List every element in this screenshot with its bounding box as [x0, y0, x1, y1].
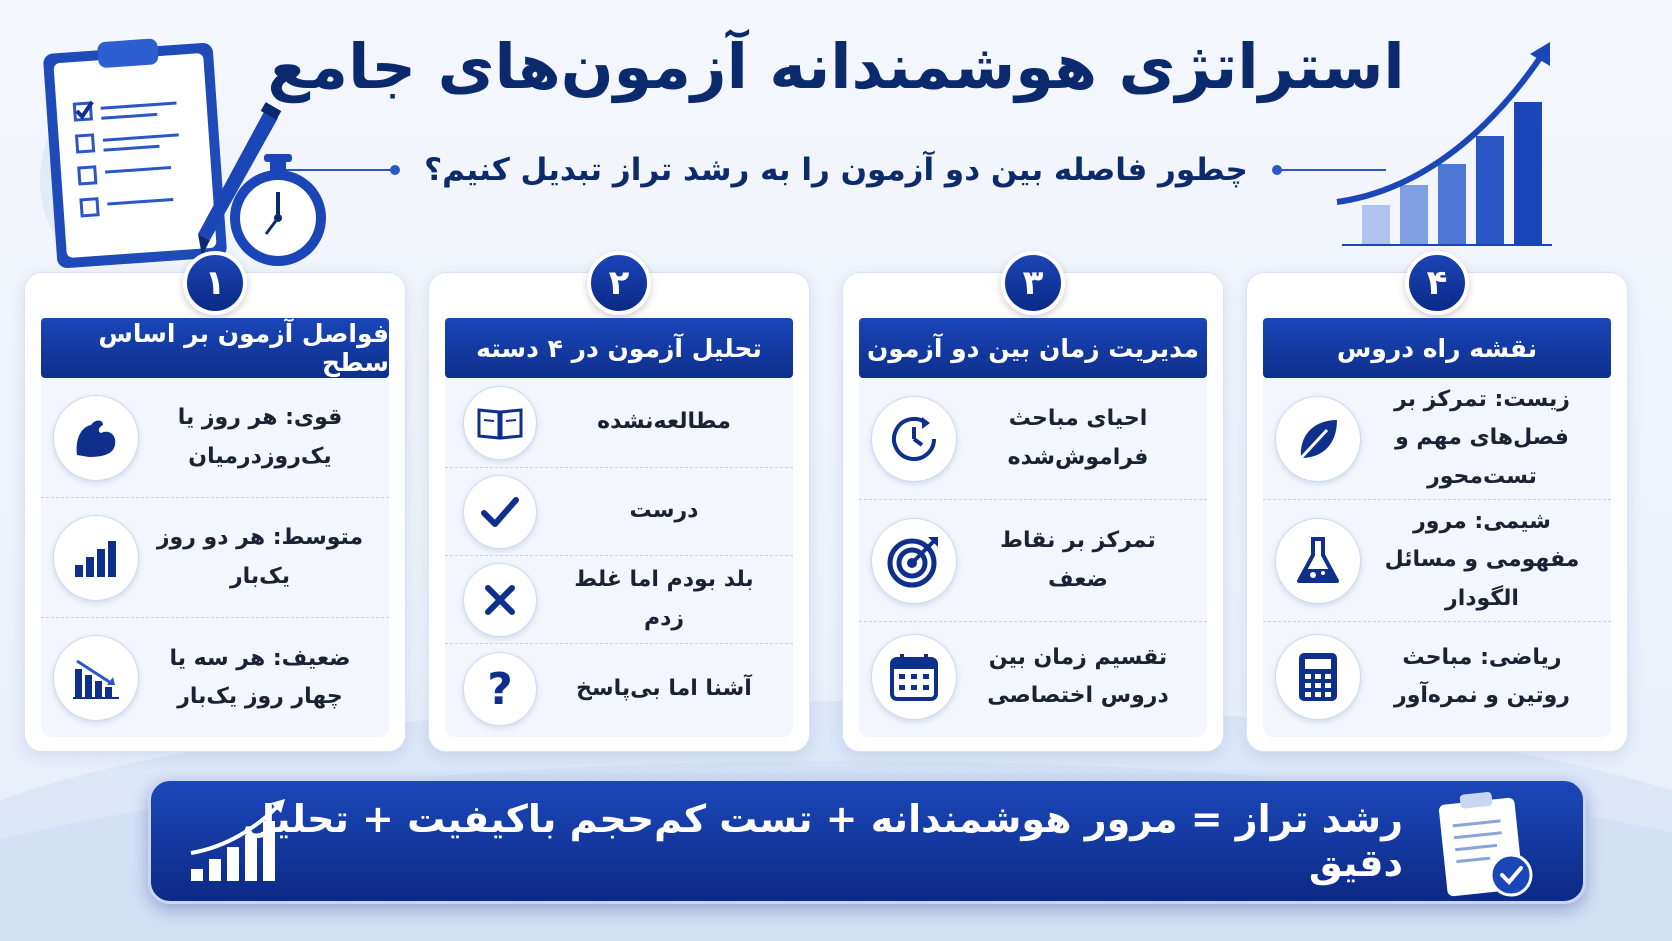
formula-banner [148, 778, 1586, 904]
row-label: زیست: تمرکز بر فصل‌های مهم و تست‌محور [1394, 386, 1570, 489]
question-icon: ? [463, 652, 537, 726]
page-title: استراتژی هوشمندانه آزمون‌های جامع [267, 30, 1405, 103]
list-item [859, 500, 1207, 622]
card-subject-roadmap [1246, 263, 1628, 752]
list-item [859, 622, 1207, 732]
step-badge: ۳ [1001, 251, 1065, 315]
list-item [445, 378, 793, 468]
card-title: مدیریت زمان بین دو آزمون [859, 318, 1207, 378]
list-item [1263, 378, 1611, 500]
step-badge: ۲ [587, 251, 651, 315]
row-label: متوسط: هر دو روز یک‌بار [156, 525, 364, 589]
step-badge: ۴ [1405, 251, 1469, 315]
calendar-icon [871, 634, 957, 720]
flask-icon [1275, 518, 1361, 604]
checked-clipboard-icon [1433, 787, 1543, 899]
list-item [445, 644, 793, 734]
subtitle-row [0, 150, 1672, 190]
row-label: درست [629, 498, 699, 524]
row-label: مطالعه‌نشده [597, 409, 731, 435]
list-item [41, 498, 389, 618]
card-level-intervals [24, 263, 406, 752]
card-body [859, 378, 1207, 737]
formula-text: رشد تراز = مرور هوشمندانه + تست کم‌حجم باکیفیت + تحلیل دقیق [242, 797, 1403, 885]
flexed-arm-icon [53, 395, 139, 481]
calculator-icon [1275, 634, 1361, 720]
open-book-icon [463, 386, 537, 460]
row-label: ضعیف: هر سه یا چهار روز یک‌بار [169, 645, 351, 709]
step-badge: ۱ [183, 251, 247, 315]
row-label: ریاضی: مباحث روتین و نمره‌آور [1394, 644, 1570, 708]
card-title: نقشه راه دروس [1263, 318, 1611, 378]
row-label: قوی: هر روز یا یک‌روزدرمیان [177, 405, 343, 469]
card-title: تحلیل آزمون در ۴ دسته [445, 318, 793, 378]
list-item [445, 468, 793, 556]
row-label: شیمی: مرور مفهومی و مسائل الگودار [1384, 508, 1580, 611]
list-item [1263, 622, 1611, 732]
x-icon [463, 563, 537, 637]
row-label: تمرکز بر نقاط ضعف [1000, 528, 1156, 592]
cards-container [24, 263, 1648, 752]
row-label: احیای مباحث فراموش‌شده [1007, 406, 1149, 470]
row-label: بلد بودم اما غلط زدم [574, 567, 754, 631]
list-item [41, 378, 389, 498]
list-item [1263, 500, 1611, 622]
check-icon [463, 475, 537, 549]
target-icon [871, 518, 957, 604]
list-item [41, 618, 389, 738]
clock-refresh-icon [871, 396, 957, 482]
card-title: فواصل آزمون بر اساس سطح [41, 318, 389, 378]
card-body [445, 378, 793, 737]
page-subtitle: چطور فاصله بین دو آزمون را به رشد تراز تبدیل کنیم؟ [424, 152, 1248, 188]
bar-chart-icon [53, 515, 139, 601]
declining-chart-icon [53, 635, 139, 721]
card-time-management [842, 263, 1224, 752]
card-body [41, 378, 389, 737]
divider-line [1276, 169, 1386, 171]
divider-line [286, 169, 396, 171]
list-item [859, 378, 1207, 500]
leaf-icon [1275, 396, 1361, 482]
row-label: تقسیم زمان بین دروس اختصاصی [987, 644, 1169, 708]
list-item [445, 556, 793, 644]
row-label: آشنا اما بی‌پاسخ [576, 675, 752, 701]
card-test-analysis [428, 263, 810, 752]
card-body [1263, 378, 1611, 737]
